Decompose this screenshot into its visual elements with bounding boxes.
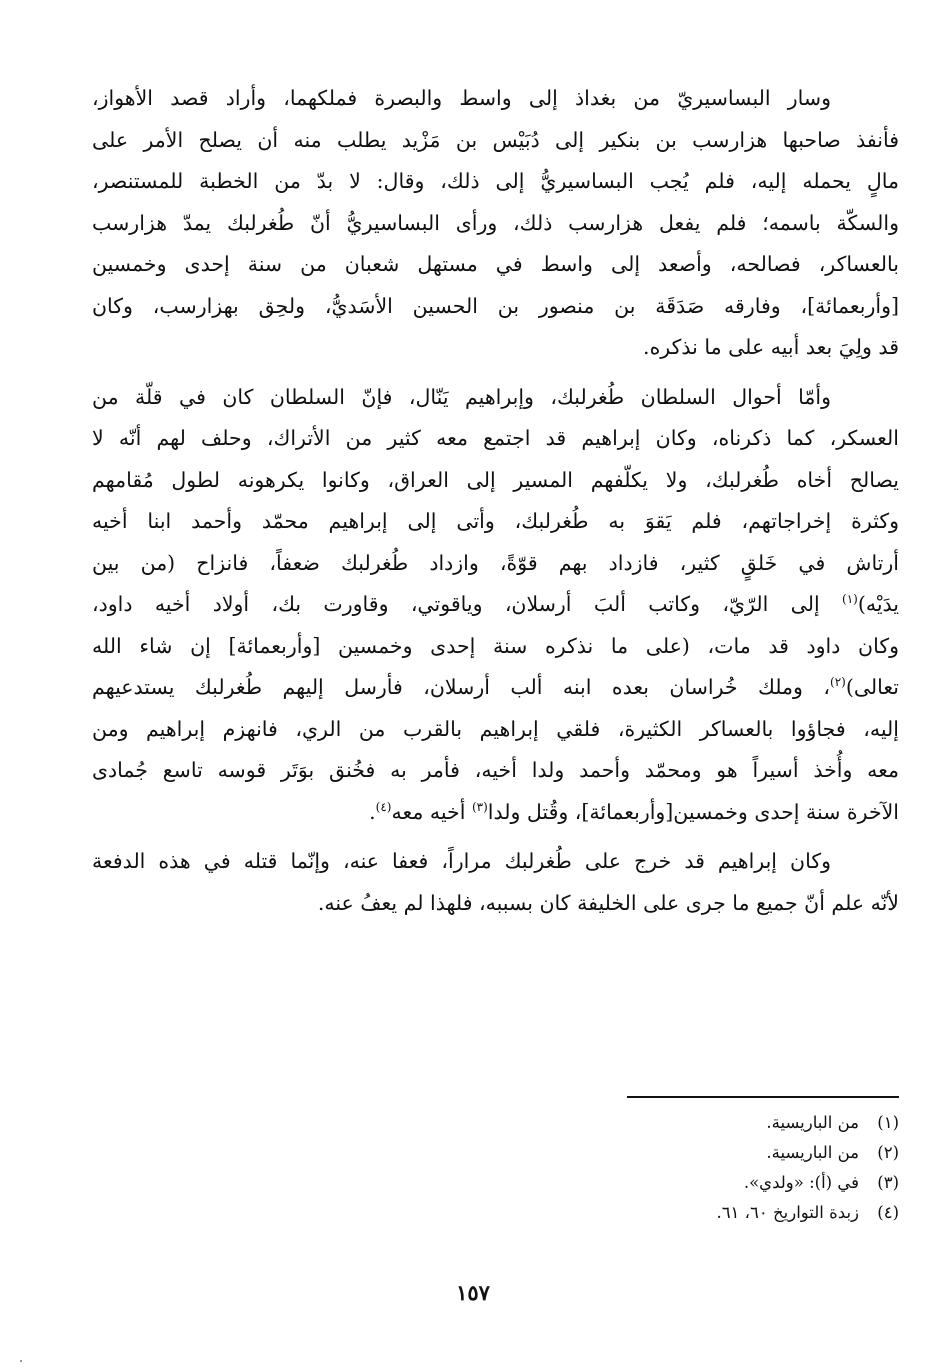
main-text	[92, 78, 899, 924]
text-line: وسار البساسيريّ من بغداذ إلى واسط والبصرة فملكهما، وأراد قصد الأهواز،	[92, 86, 831, 110]
text-line-with-note	[92, 667, 899, 709]
footnote-4	[560, 1198, 899, 1228]
text-line-with-note	[92, 792, 899, 834]
text-segment: أخيه معه	[391, 799, 472, 824]
text-line: معه وأُخذ أسيراً هو ومحمّد وأحمد ولدا أخيه، فأمر به فخُنق بوَتَر قوسه تاسع جُمادى	[92, 758, 899, 782]
text-line: وكان إبراهيم قد خرج على طُغرلبك مراراً، فعفا عنه، وإنّما قتله في هذه الدفعة	[92, 849, 831, 873]
text-line: قد ولِيَ بعد أبيه على ما نذكره.	[643, 335, 899, 359]
text-segment: تعالى)	[845, 675, 899, 699]
text-segment: الآخرة سنة إحدى وخمسين[وأربعمائة]، وقُتل ولدا	[487, 799, 899, 824]
page-number: ١٥٧	[456, 1280, 490, 1305]
footnote-ref-2: (٢)	[830, 675, 846, 689]
text-segment: ، وملك خُراسان بعده ابنه ألب أرسلان، فأرسل إليهم طُغرلبك يستدعيهم	[92, 675, 830, 699]
footnote-divider	[627, 1096, 899, 1098]
text-line: وكثرة إخراجاتهم، فلم يَقوَ به طُغرلبك، وأتى إلى إبراهيم محمّد وأحمد ابنا أخيه	[92, 509, 899, 533]
paragraph-3	[92, 841, 899, 924]
text-segment: .	[369, 799, 376, 824]
text-line: وأمّا أحوال السلطان طُغرلبك، وإبراهيم يَنّال، فإنّ السلطان كان في قلّة من	[92, 384, 831, 409]
scan-speck	[20, 1360, 22, 1362]
text-line: مالٍ يحمله إليه، فلم يُجب البساسيريُّ إلى ذلك، وقال: لا بدّ من الخطبة للمستنصر،	[92, 169, 899, 193]
footnotes	[560, 1108, 899, 1228]
footnote-number: (٤)	[877, 1203, 899, 1222]
footnote-text: زبدة التواريخ ٦٠، ٦١.	[716, 1203, 859, 1222]
text-line: وكان داود قد مات، (على ما نذكره سنة إحدى وخمسين [وأربعمائة] إن شاء الله	[92, 633, 899, 658]
footnote-1	[560, 1108, 899, 1138]
text-segment: إلى الرّيّ، وكاتب ألبَ أرسلان، وياقوتي، وقاورت بك، أولاد أخيه داود،	[92, 592, 842, 616]
footnote-ref-1: (١)	[842, 592, 858, 606]
text-line: [وأربعمائة]، وفارقه صَدَقَة بن منصور بن الحسين الأسَديُّ، ولحِق بهزارسب، وكان	[92, 293, 899, 318]
text-line: العسكر، كما ذكرناه، وكان إبراهيم قد اجتمع معه كثير من الأتراك، وحلف لهم أنّه لا	[92, 426, 899, 450]
text-line-with-note	[92, 584, 899, 626]
footnote-text: في (أ): «ولدي».	[743, 1173, 859, 1192]
footnote-text: من الباريسية.	[766, 1113, 859, 1132]
text-segment: يدَيْه)	[857, 592, 899, 616]
text-line: يصالح أخاه طُغرلبك، ولا يكلّفهم المسير إلى العراق، وكانوا يكرهونه لطول مُقامهم	[92, 467, 899, 492]
text-line: فأنفذ صاحبها هزارسب بن بنكير إلى دُبَيْس بن مَزْيد يطلب منه أن يصلح الأمر على	[92, 127, 899, 152]
footnote-number: (٣)	[877, 1173, 899, 1192]
text-line: والسكّة باسمه؛ فلم يفعل هزارسب ذلك، ورأى البساسيريُّ أنّ طُغرلبك يمدّ هزارسب	[92, 210, 899, 235]
paragraph-2	[92, 377, 899, 834]
footnote-number: (٢)	[877, 1143, 899, 1162]
text-line: أرتاش في خَلقٍ كثير، فازداد بهم قوّةً، وازداد طُغرلبك ضعفاً، فانزاح (من بين	[92, 550, 899, 575]
text-line: إليه، فجاؤوا بالعساكر الكثيرة، فلقي إبراهيم بالقرب من الري، فانهزم إبراهيم ومن	[92, 716, 899, 741]
footnote-number: (١)	[877, 1113, 899, 1132]
paragraph-1	[92, 78, 899, 369]
footnote-2	[560, 1138, 899, 1168]
footnote-ref-4: (٤)	[375, 799, 392, 814]
footnote-3	[560, 1168, 899, 1198]
footnote-text: من الباريسية.	[766, 1143, 859, 1162]
footnote-ref-3: (٣)	[471, 799, 488, 814]
text-line: بالعساكر، فصالحه، وأصعد إلى واسط في مستهل شعبان من سنة إحدى وخمسين	[92, 252, 899, 276]
text-line: لأنّه علم أنّ جميع ما جرى على الخليفة كان بسببه، فلهذا لم يعفُ عنه.	[317, 890, 899, 915]
